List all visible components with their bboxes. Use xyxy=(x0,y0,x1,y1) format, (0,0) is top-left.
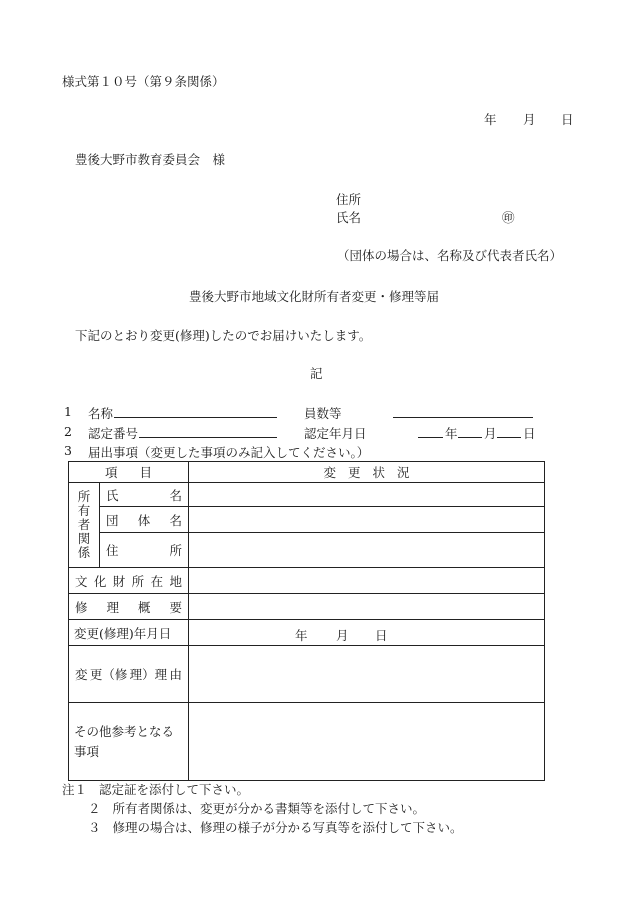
change-day-label: 日 xyxy=(375,627,388,643)
cert-year-field[interactable] xyxy=(418,424,443,438)
item3-number: 3 xyxy=(64,443,72,458)
item2-label2: 認定年月日 xyxy=(304,426,367,441)
item2-label: 認定番号 xyxy=(88,426,139,441)
owner-org-label: 団 体 名 xyxy=(100,507,189,533)
document-title: 豊後大野市地域文化財所有者変更・修理等届 xyxy=(189,289,440,304)
change-month-label: 月 xyxy=(336,627,349,643)
name-label: 氏名 xyxy=(336,210,362,225)
location-label: 文 化 財 所 在 地 xyxy=(69,568,189,594)
organization-note: （団体の場合は、名称及び代表者氏名） xyxy=(337,248,563,263)
header-item: 項 目 xyxy=(69,462,189,483)
notification-table xyxy=(68,461,545,781)
date-month-label: 月 xyxy=(523,112,536,127)
change-year-label: 年 xyxy=(295,627,308,643)
repair-summary-cell[interactable] xyxy=(189,594,545,620)
item1-number: 1 xyxy=(64,404,72,419)
cert-month-field[interactable] xyxy=(458,424,482,438)
name-field[interactable] xyxy=(114,404,277,418)
owner-address-cell[interactable] xyxy=(189,533,545,568)
owner-group-label: 所 有 者 関 係 xyxy=(69,483,100,568)
item1-label: 名称 xyxy=(88,406,114,421)
owner-name-label: 氏 名 xyxy=(100,483,189,507)
note-1: 注１ 認定証を添付して下さい。 xyxy=(62,782,250,797)
other-label: その他参考となる 事項 xyxy=(69,703,189,781)
seal-mark: ㊞ xyxy=(502,210,515,225)
cert-number-field[interactable] xyxy=(139,424,277,438)
reason-label: 変 更（修 理）理 由 xyxy=(69,646,189,703)
cert-day-label: 日 xyxy=(523,426,536,441)
cert-month-label: 月 xyxy=(484,426,497,441)
repair-summary-label: 修 理 概 要 xyxy=(69,594,189,620)
date-year-label: 年 xyxy=(484,112,497,127)
header-status: 変 更 状 況 xyxy=(189,462,545,483)
item1-label2: 員数等 xyxy=(304,406,342,421)
item2-number: 2 xyxy=(64,424,72,439)
change-date-label: 変更(修理)年月日 xyxy=(69,620,189,646)
intro-text: 下記のとおり変更(修理)したのでお届けいたします。 xyxy=(75,328,372,343)
location-cell[interactable] xyxy=(189,568,545,594)
owner-name-cell[interactable] xyxy=(189,483,545,507)
cert-day-field[interactable] xyxy=(497,424,521,438)
owner-address-label: 住 所 xyxy=(100,533,189,568)
owner-org-cell[interactable] xyxy=(189,507,545,533)
other-cell[interactable] xyxy=(189,703,545,781)
item3-label: 届出事項（変更した事項のみ記入してください。） xyxy=(88,445,370,460)
address-label: 住所 xyxy=(336,192,362,207)
form-number: 様式第１０号（第９条関係） xyxy=(62,74,225,89)
count-field[interactable] xyxy=(393,404,533,418)
note-3: ３ 修理の場合は、修理の様子が分かる写真等を添付して下さい。 xyxy=(88,820,463,835)
note-2: ２ 所有者関係は、変更が分かる書類等を添付して下さい。 xyxy=(88,801,426,816)
ki-heading: 記 xyxy=(310,366,323,381)
reason-cell[interactable] xyxy=(189,646,545,703)
addressee: 豊後大野市教育委員会 様 xyxy=(75,152,226,167)
cert-year-label: 年 xyxy=(445,426,458,441)
change-date-cell[interactable] xyxy=(189,620,545,646)
date-day-label: 日 xyxy=(561,112,574,127)
